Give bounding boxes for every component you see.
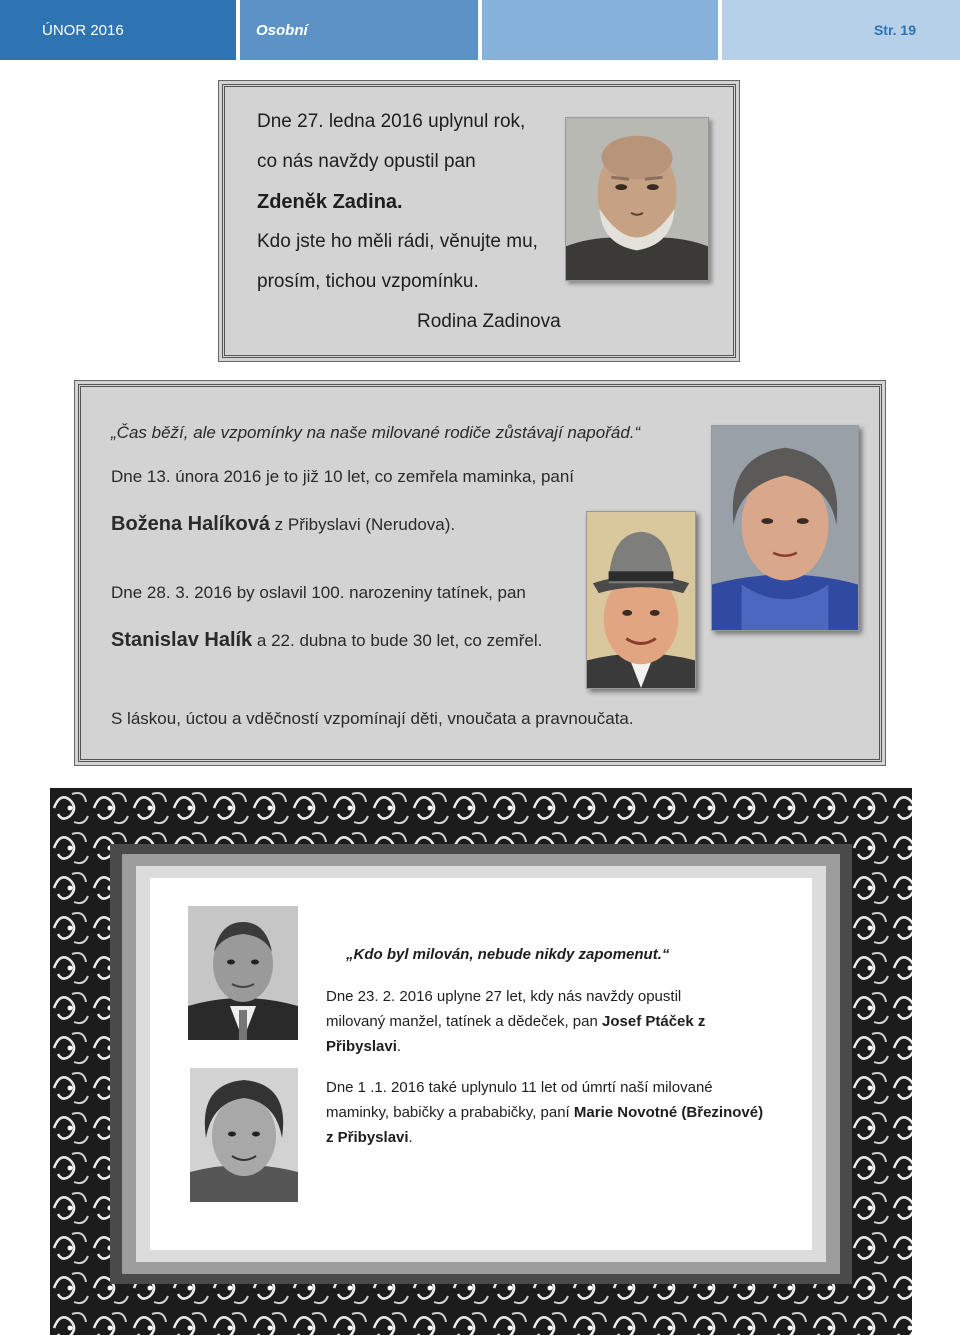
ptacek-line-3	[326, 1038, 401, 1055]
name-josef-ptacek: Josef Ptáček z	[602, 1013, 706, 1030]
zadina-line-1: Dne 27. ledna 2016 uplynul rok,	[257, 111, 526, 132]
halik-line-3: Dne 28. 3. 2016 by oslavil 100. narozeniny tatínek, pan	[111, 583, 526, 602]
zadina-line-4: Kdo jste ho měli rádi, věnujte mu,	[257, 231, 538, 252]
portrait-bozena-halikova	[711, 425, 859, 631]
header-section-text: Osobní	[256, 21, 308, 39]
halik-quote: „Čas běží, ale vzpomínky na naše milované rodiče zůstávají napořád.“	[111, 423, 641, 442]
name-marie-novotna: Marie Novotné (Březinové)	[573, 1104, 764, 1121]
ptacek-line-3-end: .	[396, 1038, 402, 1055]
header-date-text: ÚNOR 2016	[42, 21, 124, 39]
ptacek-line-1: Dne 23. 2. 2016 uplyne 27 let, kdy nás navždy opustil	[326, 988, 682, 1005]
memorial-zadina-text	[257, 111, 561, 351]
zadina-line-5: prosím, tichou vzpomínku.	[257, 271, 479, 292]
novotna-place: z Přibyslavi	[326, 1129, 409, 1146]
halik-closing: S láskou, úctou a vděčností vzpomínají děti, vnoučata a pravnoučata.	[111, 709, 634, 728]
header-date	[0, 0, 236, 60]
novotna-line-3	[326, 1129, 413, 1146]
header-spacer	[482, 0, 718, 60]
portrait-josef-ptacek	[188, 906, 298, 1040]
halik-line-4-rest: a 22. dubna to bude 30 let, co zemřel.	[252, 631, 543, 650]
halik-line-4	[111, 629, 542, 652]
novotna-line-2-text: maminky, babičky a prababičky, paní	[326, 1104, 574, 1121]
memorial-zadina	[222, 84, 736, 358]
ptacek-quote: „Kdo byl milován, nebude nikdy zapomenut.“	[346, 946, 670, 963]
memorial-halik	[78, 384, 882, 762]
portrait-zdenek-zadina	[565, 117, 709, 281]
halik-line-2	[111, 513, 455, 536]
ptacek-place: Přibyslavi	[326, 1038, 397, 1055]
portrait-stanislav-halik	[586, 511, 696, 689]
halik-line-1: Dne 13. února 2016 je to již 10 let, co zemřela maminka, paní	[111, 467, 575, 486]
header-page-number: Str. 19	[873, 22, 916, 38]
ptacek-line-2	[326, 1013, 705, 1030]
ornate-frame	[50, 788, 912, 1335]
zadina-name: Zdeněk Zadina.	[257, 191, 403, 213]
memorial-ptacek-novotna	[50, 788, 912, 1335]
header-section	[240, 0, 478, 60]
ptacek-line-2-text: milovaný manžel, tatínek a dědeček, pan	[326, 1013, 602, 1030]
novotna-line-1: Dne 1 .1. 2016 také uplynulo 11 let od úmrtí naší milované	[326, 1079, 713, 1096]
zadina-line-2: co nás navždy opustil pan	[257, 151, 476, 172]
header-page	[722, 0, 960, 60]
zadina-signature: Rodina Zadinova	[417, 311, 561, 332]
novotna-line-3-end: .	[408, 1129, 413, 1146]
portrait-marie-novotna	[190, 1068, 298, 1202]
name-stanislav-halik: Stanislav Halík	[111, 629, 253, 651]
novotna-line-2	[326, 1104, 763, 1121]
halik-line-2-rest: z Přibyslavi (Nerudova).	[269, 515, 456, 534]
name-bozena-halikova: Božena Halíková	[111, 513, 270, 535]
